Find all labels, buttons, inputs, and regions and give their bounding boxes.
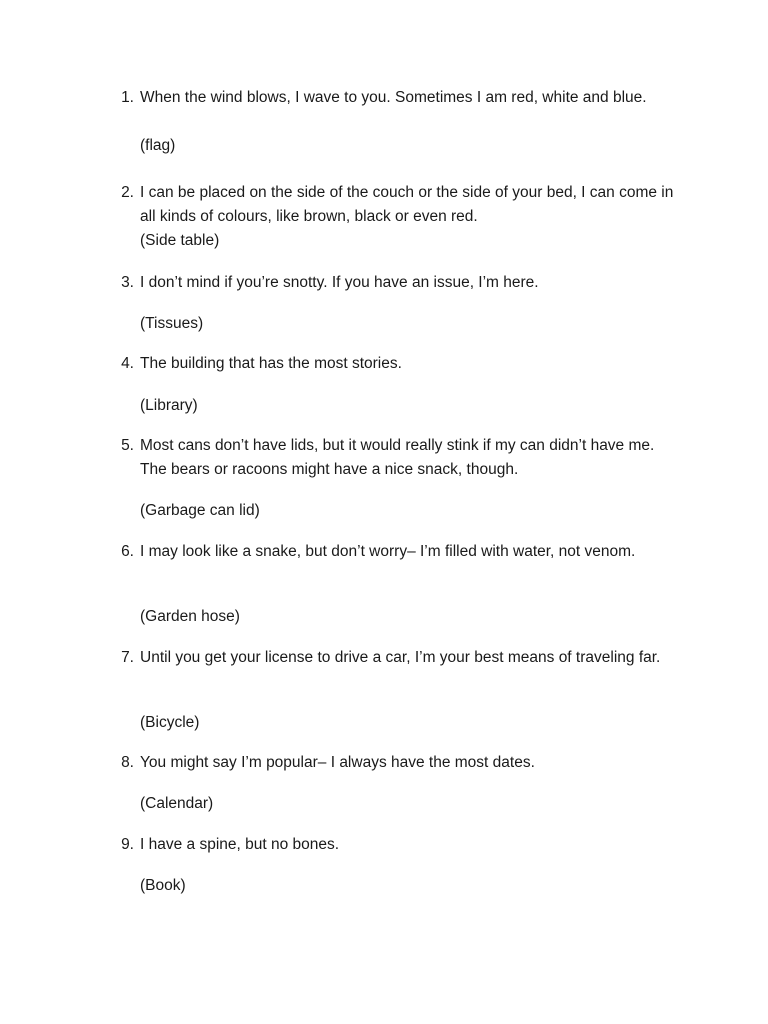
- riddle-number: 9.: [121, 836, 134, 853]
- riddle-question: I may look like a snake, but don’t worry– I’m filled with water, not venom.: [140, 543, 636, 560]
- riddle-question: When the wind blows, I wave to you. Sometimes I am red, white and blue.: [140, 89, 647, 106]
- riddle-answer: (Library): [140, 397, 198, 414]
- riddle-answer: (Garden hose): [140, 608, 240, 625]
- riddle-answer: (Book): [140, 877, 186, 894]
- riddle-question: I don’t mind if you’re snotty. If you have an issue, I’m here.: [140, 274, 539, 291]
- riddle-number: 3.: [121, 274, 134, 291]
- riddle-question: You might say I’m popular– I always have the most dates.: [140, 754, 535, 771]
- riddle-number: 6.: [121, 543, 134, 560]
- riddle-number: 2.: [121, 184, 134, 201]
- riddle-number: 5.: [121, 437, 134, 454]
- riddle-answer: (Side table): [140, 232, 220, 249]
- riddle-number: 1.: [121, 89, 134, 106]
- riddle-answer: (flag): [140, 137, 176, 154]
- riddle-question: I can be placed on the side of the couch or the side of your bed, I can come in all kinds of colours, like brown, black or even red.: [140, 184, 674, 225]
- riddle-answer: (Calendar): [140, 795, 214, 812]
- riddle-answer: (Garbage can lid): [140, 502, 260, 519]
- riddle-number: 8.: [121, 754, 134, 771]
- riddle-number: 4.: [121, 355, 134, 372]
- riddle-question: The building that has the most stories.: [140, 355, 402, 372]
- riddle-question: Most cans don’t have lids, but it would really stink if my can didn’t have me. The bears or racoons might have a nice snack, though.: [140, 437, 655, 478]
- riddle-answer: (Tissues): [140, 315, 204, 332]
- riddle-question: Until you get your license to drive a car, I’m your best means of traveling far.: [140, 649, 661, 666]
- riddle-question: I have a spine, but no bones.: [140, 836, 340, 853]
- riddle-answer: (Bicycle): [140, 714, 200, 731]
- riddle-number: 7.: [121, 649, 134, 666]
